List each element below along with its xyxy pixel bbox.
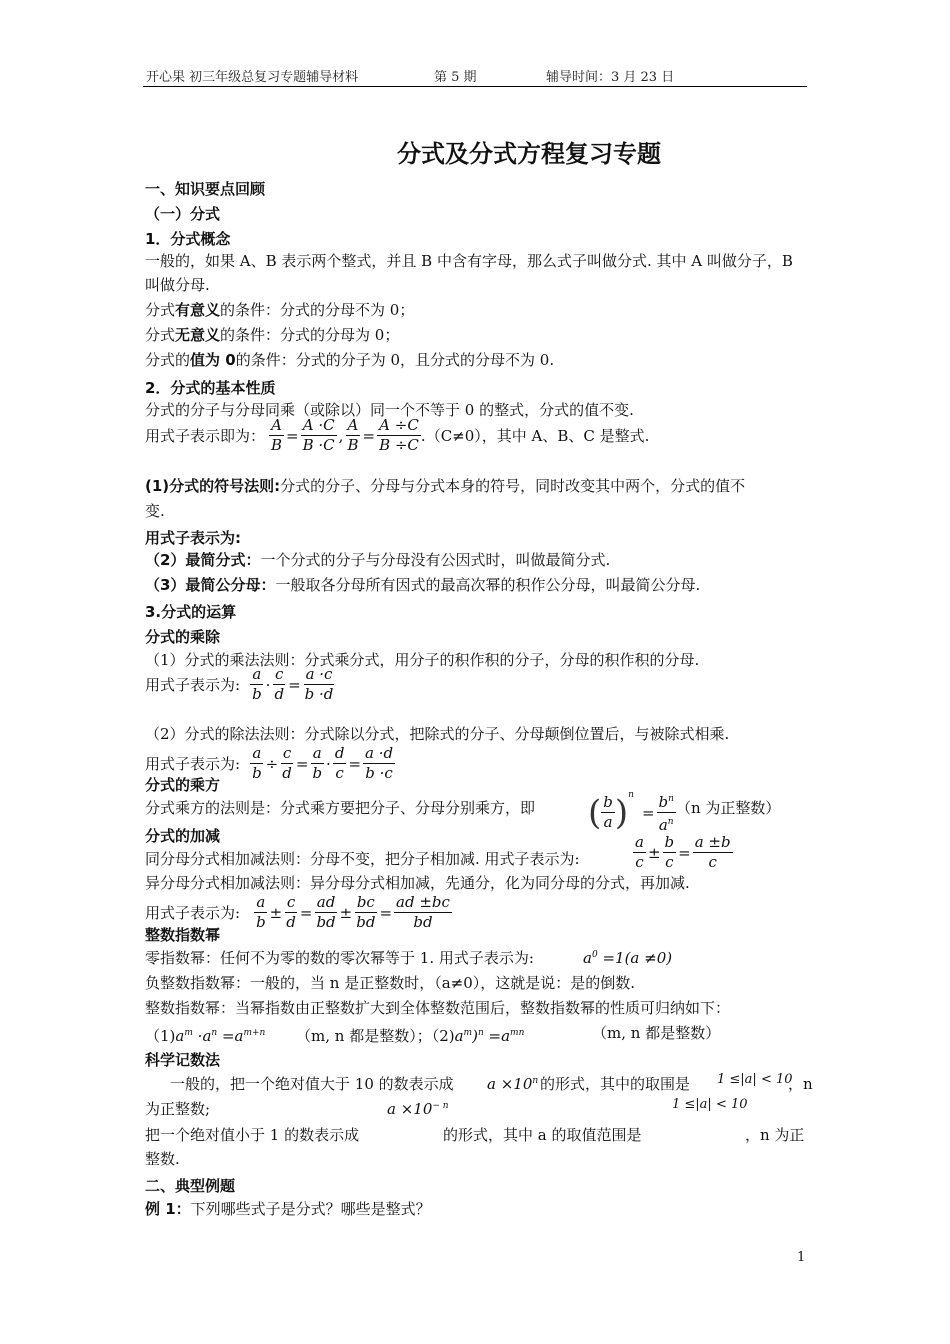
section-heading-2: 二、典型例题 [145,1177,236,1195]
example-1: 例 1：下列哪些式子是分式？哪些是整式？ [145,1200,431,1218]
same-denominator-formula: $\frac{a}{c}$ ± $\frac{b}{c}$ = $\frac{a \pm b}{c}$ [635,833,731,871]
negative-exponent: 负整数指数幂：一般的，当 n 是正整数时，（a≠0），这就是说：是的倒数. [145,974,636,992]
division-formula: 用式子表示为: $\frac{a}{b}$ ÷ $\frac{c}{d}$ = $\frac{a}{b}$ · $\frac{d}{c}$ = $\frac{a \cdot d}{b \cdot c}$ [145,744,394,782]
sci-notation-small-n: ，n 为正 [745,1126,805,1144]
subsection-heading: （一）分式 [145,205,221,223]
page-number: 1 [797,1250,806,1265]
sci-notation-range: 的形式，其中的取围是 [540,1075,691,1093]
sci-notation-n: ，n [788,1075,813,1093]
exponent-property-2: （m, n 都是整数）；$(2)a^m)^n =a^{mn}$ [296,1027,525,1045]
division-rule: （2）分式的除法法则：分式除以分式，把除式的分子、分母颠倒位置后，与被除式相乘. [145,725,730,743]
sci-notation-small-range: 的形式，其中 a 的取值范围是 [443,1126,642,1144]
property-paragraph: 分式的分子与分母同乘（或除以）同一个不等于 0 的整式，分式的值不变. [145,401,634,419]
diff-denominator-formula: 用式子表示为: $\frac{a}{b}$ ± $\frac{c}{d}$ = $\frac{ad}{bd}$ ± $\frac{bc}{bd}$ = $\frac{ad \pm bc}{bd}$ [145,893,450,931]
muldiv-heading: 分式的乘除 [145,628,221,646]
diff-denominator-rule: 异分母分式相加减法则：异分母分式相加减，先通分，化为同分母的分式，再加减. [145,874,690,892]
sci-notation-large: 一般的，把一个绝对值大于 10 的数表示成 [170,1075,454,1093]
sign-rule-expr: 用式子表示为: [145,529,241,547]
header-title: 开心果 初三年级总复习专题辅导材料 [146,70,359,85]
lcd-definition: （3）最简公分母：一般取各分母所有因式的最高次幂的积作公分母，叫最简公分母. [145,576,701,594]
sci-range-large: 1 ≤|a| < 10 [717,1072,793,1087]
header-time: 辅导时间：3 月 23 日 [546,70,675,85]
power-heading: 分式的乘方 [145,776,221,794]
concept-paragraph-cont: 叫做分母. [145,276,210,294]
simplest-fraction: （2）最简分式：一个分式的分子与分母没有公因式时，叫做最简分式. [145,551,611,569]
sci-range-small: 1 ≤|a| < 10 [672,1097,748,1112]
sci-notation-n-cont: 为正整数; [145,1100,211,1118]
sci-formula-large: $a \times 10^n$ [487,1075,539,1093]
int-exp-heading: 整数指数幂 [145,926,221,944]
meaningless-condition: 分式无意义的条件：分式的分母为 0； [145,326,400,344]
sci-notation-small-cont: 整数. [145,1150,180,1168]
property-heading: 2．分式的基本性质 [145,379,276,397]
concept-heading: 1．分式概念 [145,230,231,248]
exponent-property-note: （m, n 都是整数） [592,1024,721,1042]
zero-exponent: 零指数幂：任何不为零的数的零次幂等于 1. 用式子表示为: [145,949,534,967]
sci-formula-small: $a \times 10^{- n}$ [387,1100,449,1118]
zero-exponent-formula: $a^0 =1(a \ne 0)$ [583,949,673,967]
page-title: 分式及分式方程复习专题 [397,140,661,168]
multiplication-formula: 用式子表示为: $\frac{a}{b}$ · $\frac{c}{d}$ = $\frac{a \cdot c}{b \cdot d}$ [145,665,334,703]
multiplication-rule: （1）分式的乘法法则：分式乘分式，用分子的积作积的分子，分母的积作积的分母. [145,651,700,669]
header-issue: 第 5 期 [434,70,477,85]
power-rule: 分式乘方的法则是：分式乘方要把分子、分母分别乘方，即 [145,799,536,817]
zero-condition: 分式的值为 0的条件：分式的分子为 0，且分式的分母不为 0. [145,351,555,369]
integer-exponent-rule: 整数指数幂：当幂指数由正整数扩大到全体整数范围后，整数指数幂的性质可归纳如下： [145,999,731,1017]
header-rule [143,86,807,87]
scientific-notation-heading: 科学记数法 [145,1051,221,1069]
concept-paragraph: 一般的，如果 A、B 表示两个整式，并且 B 中含有字母，那么式子叫做分式. 其中 A 叫做分子，B [145,252,793,270]
power-note: （n 为正整数） [676,799,781,817]
sci-notation-small: 把一个绝对值小于 1 的数表示成 [145,1126,360,1144]
operations-heading: 3.分式的运算 [145,603,237,621]
meaningful-condition: 分式有意义的条件：分式的分母不为 0； [145,301,415,319]
exponent-property-1: $(1)a^m \cdot a^n =a^{m+n}$ [145,1027,266,1045]
property-formula: 用式子表示即为： $\frac{A}{B}$ = $\frac{A \cdot C}{B \cdot C}$ , $\frac{A}{B}$ = $\frac{A \div C}{B \div C}$ . （C≠0），其中 A、B、C 是整式. [145,416,650,454]
section-heading-1: 一、知识要点回顾 [145,180,266,198]
sign-rule: (1)分式的符号法则:分式的分子、分母与分式本身的符号，同时改变其中两个，分式的值不 [145,477,746,495]
same-denominator-rule: 同分母分式相加减法则：分母不变，把分子相加减. 用式子表示为: [145,850,580,868]
power-formula: ( $\frac{b}{a}$ ) n = $\frac{b^n}{a^n}$ [588,790,674,834]
addsub-heading: 分式的加减 [145,827,221,845]
sign-rule-cont: 变. [145,502,165,520]
